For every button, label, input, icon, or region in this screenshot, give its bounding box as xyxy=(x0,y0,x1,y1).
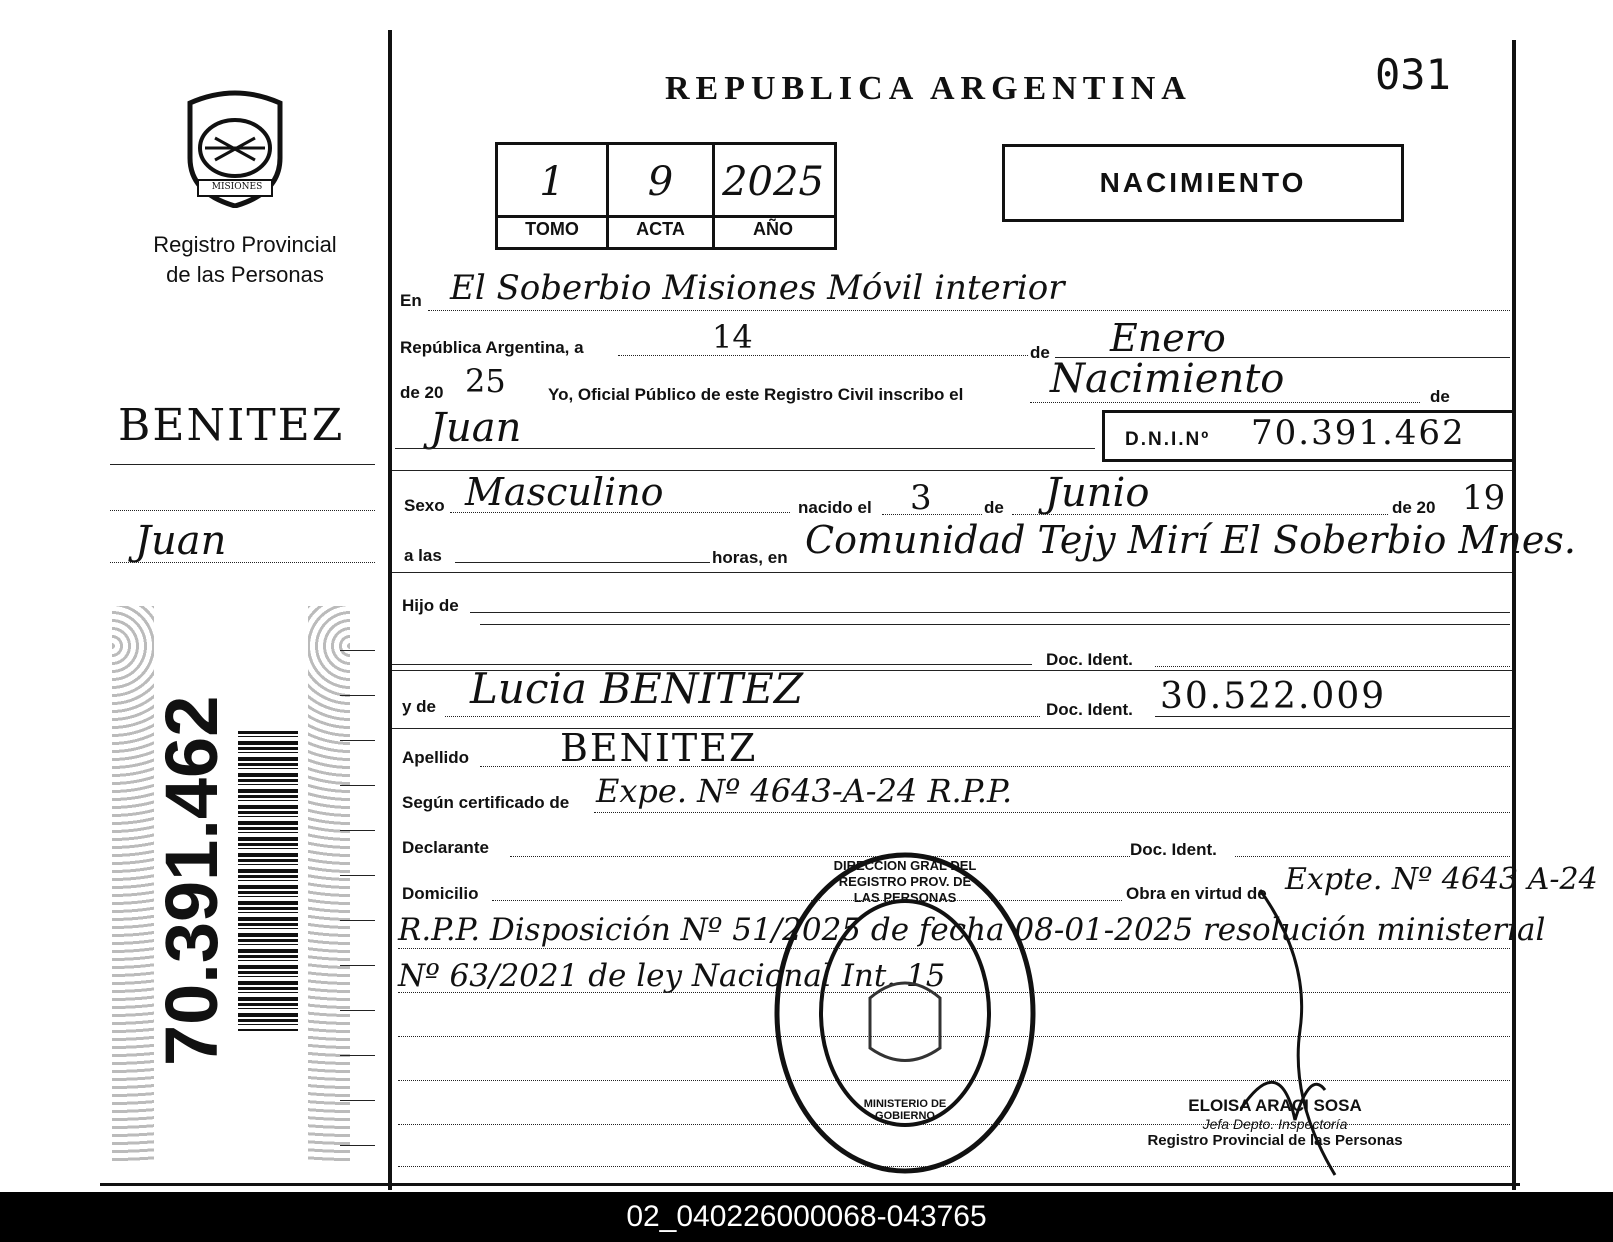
day-value: 14 xyxy=(712,318,753,356)
birth-day-line xyxy=(882,514,982,515)
day-line xyxy=(618,355,1028,356)
yde-label: y de xyxy=(402,697,437,716)
birth-month-line xyxy=(1012,514,1388,515)
dni-value: 70.391.462 xyxy=(1251,413,1466,453)
record-type: NACIMIENTO xyxy=(1099,167,1307,198)
signer-title: Jefa Depto. Inspectoría xyxy=(1202,1116,1348,1132)
barcode-panel xyxy=(112,606,374,1161)
domicilio-label: Domicilio xyxy=(402,884,479,903)
certificado-value: Expe. Nº 4643-A-24 R.P.P. xyxy=(596,772,1013,810)
seal-text: MISIONES xyxy=(211,182,263,192)
year-suffix: 25 xyxy=(465,362,506,400)
certificado-label: Según certificado de xyxy=(402,793,570,812)
en-line xyxy=(428,310,1510,311)
record-box xyxy=(495,142,837,250)
birth-month: Junio xyxy=(1045,470,1150,516)
tomo-value: 1 xyxy=(539,159,565,205)
footer-bar xyxy=(0,1192,1613,1242)
inscribo-value: Nacimiento xyxy=(1050,356,1285,402)
notes-line-2: Nº 63/2021 de ley Nacional Int. 15 xyxy=(398,958,946,994)
dni-vertical-number: 70.391.462 xyxy=(150,695,233,1066)
birth-year-suffix: 19 xyxy=(1462,478,1506,518)
mother-doc-line xyxy=(1155,716,1510,717)
dni-box xyxy=(1102,410,1516,462)
doc-ident-line-1 xyxy=(1155,666,1510,667)
stamp-ring-text: DIRECCION GRAL DEL REGISTRO PROV. DE LAS PERSONAS xyxy=(833,858,977,905)
doc-ident-label-1: Doc. Ident. xyxy=(1046,650,1133,669)
hijo-label: Hijo de xyxy=(402,596,459,615)
de2019-label: de 20 xyxy=(1392,498,1436,517)
margin-surname-line xyxy=(110,464,375,465)
mother-doc: 30.522.009 xyxy=(1160,676,1387,717)
apellido-label: Apellido xyxy=(402,748,470,767)
sheet-number: 031 xyxy=(1375,50,1451,99)
apellido-line xyxy=(480,766,1510,767)
anio-value: 2025 xyxy=(722,159,824,205)
registry-name xyxy=(120,230,370,290)
obra-value: Expte. Nº 4643 A-24 xyxy=(1285,862,1598,897)
record-type-box xyxy=(1002,144,1404,222)
tomo-label: TOMO xyxy=(525,219,579,239)
header-title: REPUBLICA ARGENTINA xyxy=(665,70,1192,107)
notes-line-1: R.P.P. Disposición Nº 51/2025 de fecha 08-01-2025 resolución ministerial xyxy=(398,912,1546,948)
doc-ident-label-2: Doc. Ident. xyxy=(1046,700,1133,719)
hijo-line-2 xyxy=(480,624,1510,625)
en-value: El Soberbio Misiones Móvil interior xyxy=(450,268,1065,308)
acta-value: 9 xyxy=(647,159,674,205)
anio-label: AÑO xyxy=(753,219,793,239)
en-label: En xyxy=(400,291,422,310)
signature-block xyxy=(1125,1096,1425,1149)
province-seal xyxy=(180,88,290,208)
stamp-inner-text: MINISTERIO DE GOBIERNO xyxy=(863,1098,947,1122)
child-name: Juan xyxy=(430,405,522,451)
sexo-label: Sexo xyxy=(404,496,445,515)
de-label: de xyxy=(1030,343,1050,362)
mother-line xyxy=(445,716,1040,717)
registry-line2: de las Personas xyxy=(166,262,324,287)
birth-day: 3 xyxy=(910,478,932,518)
row-divider-2 xyxy=(392,572,1512,573)
sexo-value: Masculino xyxy=(465,470,664,514)
nacido-label: nacido el xyxy=(798,498,872,517)
apellido-value: BENITEZ xyxy=(560,726,758,770)
margin-name: Juan xyxy=(135,518,227,564)
signer-office: Registro Provincial de las Personas xyxy=(1147,1132,1403,1149)
footer-id: 02_040226000068-043765 xyxy=(626,1200,987,1233)
birth-place: Comunidad Tejy Mirí El Soberbio Mnes. xyxy=(805,518,1576,562)
horas-label: horas, en xyxy=(712,548,788,567)
declarante-label: Declarante xyxy=(402,838,489,857)
de20-label: de 20 xyxy=(400,383,444,402)
alas-line xyxy=(455,562,710,563)
month-value: Enero xyxy=(1110,316,1226,360)
dni-label: D.N.I.Nº xyxy=(1125,429,1211,450)
obra-label: Obra en virtud de xyxy=(1126,884,1267,903)
frame-right-line xyxy=(1512,40,1516,1190)
barcode xyxy=(238,731,298,1031)
margin-dotted-lines xyxy=(340,606,375,1161)
doc-ident-label-3: Doc. Ident. xyxy=(1130,840,1217,859)
sexo-line xyxy=(450,512,790,513)
registry-line1: Registro Provincial xyxy=(153,232,337,257)
margin-surname: BENITEZ xyxy=(118,400,345,451)
margin-line xyxy=(110,510,375,511)
inscribo-line xyxy=(1030,402,1420,403)
yo-label: Yo, Oficial Público de este Registro Civil inscribo el xyxy=(548,385,964,404)
frame-bottom-line xyxy=(100,1183,1520,1186)
doc-ident-line-3 xyxy=(1235,856,1510,857)
child-name-line xyxy=(395,448,1095,449)
frame-left-line xyxy=(388,30,392,1190)
signer-name: ELOISA ARACI SOSA xyxy=(1188,1096,1362,1115)
republica-label: República Argentina, a xyxy=(400,338,584,357)
margin-name-line xyxy=(110,562,375,563)
alas-label: a las xyxy=(404,546,442,565)
hijo-line xyxy=(470,612,1510,613)
acta-label: ACTA xyxy=(636,219,685,239)
birth-de-label: de xyxy=(984,498,1004,517)
guilloche-left xyxy=(112,606,154,1161)
official-stamp xyxy=(770,848,1040,1178)
certificado-line xyxy=(594,812,1510,813)
mother-name: Lucia BENITEZ xyxy=(470,664,804,713)
de-label-2: de xyxy=(1430,387,1450,406)
